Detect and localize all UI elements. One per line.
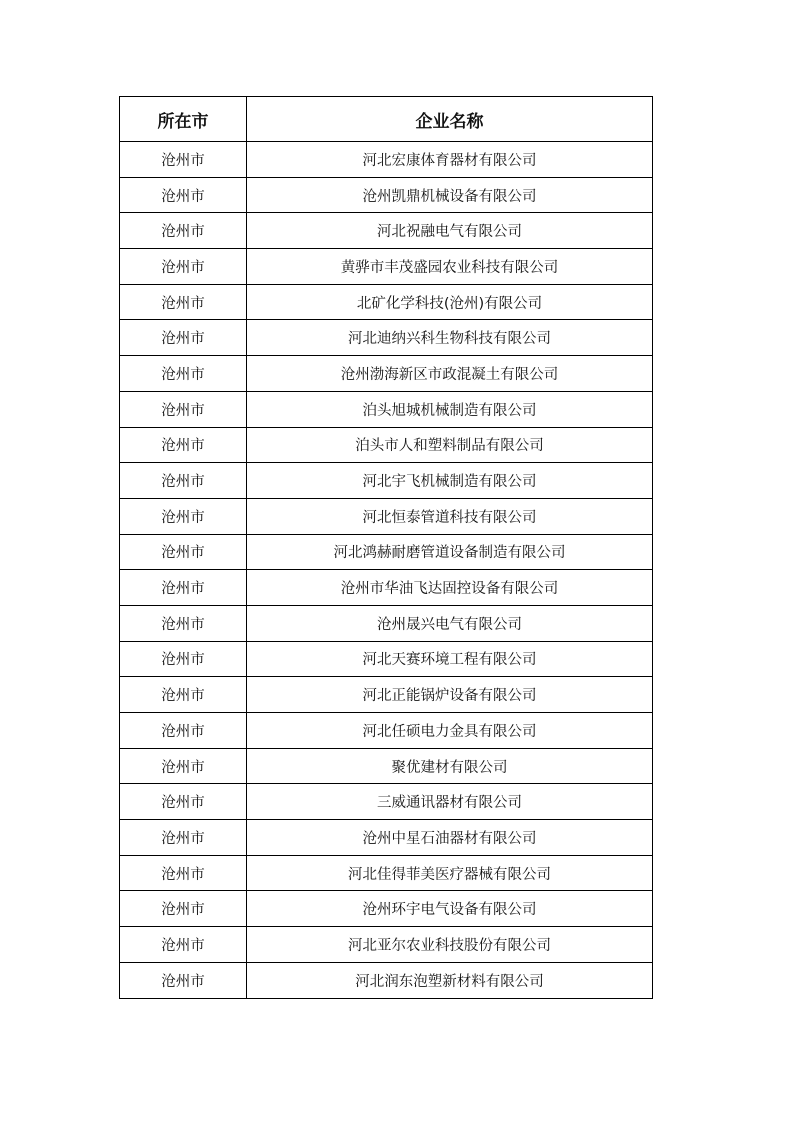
- company-name-cell: 河北祝融电气有限公司: [247, 213, 653, 249]
- company-name-cell: 河北宇飞机械制造有限公司: [247, 463, 653, 499]
- city-cell: 沧州市: [120, 927, 247, 963]
- company-name-cell: 沧州渤海新区市政混凝土有限公司: [247, 356, 653, 392]
- city-cell: 沧州市: [120, 320, 247, 356]
- city-cell: 沧州市: [120, 249, 247, 285]
- city-cell: 沧州市: [120, 177, 247, 213]
- company-name-cell: 沧州中星石油器材有限公司: [247, 820, 653, 856]
- company-name-cell: 河北恒泰管道科技有限公司: [247, 498, 653, 534]
- table-body: [120, 142, 653, 999]
- table-row: [120, 320, 653, 356]
- table-row: [120, 391, 653, 427]
- table-row: [120, 891, 653, 927]
- table-row: [120, 641, 653, 677]
- city-cell: 沧州市: [120, 784, 247, 820]
- company-name-cell: 黄骅市丰茂盛园农业科技有限公司: [247, 249, 653, 285]
- table-row: [120, 927, 653, 963]
- city-cell: 沧州市: [120, 855, 247, 891]
- company-name-cell: 沧州市华油飞达固控设备有限公司: [247, 570, 653, 606]
- table-row: [120, 142, 653, 178]
- company-name-cell: 河北任硕电力金具有限公司: [247, 713, 653, 749]
- table-row: [120, 605, 653, 641]
- company-name-cell: 沧州晟兴电气有限公司: [247, 605, 653, 641]
- city-cell: 沧州市: [120, 284, 247, 320]
- company-name-cell: 河北亚尔农业科技股份有限公司: [247, 927, 653, 963]
- company-name-cell: 聚优建材有限公司: [247, 748, 653, 784]
- table-row: [120, 784, 653, 820]
- table-row: [120, 427, 653, 463]
- company-name-cell: 三威通讯器材有限公司: [247, 784, 653, 820]
- table-row: [120, 570, 653, 606]
- company-name-cell: 河北宏康体育器材有限公司: [247, 142, 653, 178]
- city-cell: 沧州市: [120, 605, 247, 641]
- table-row: [120, 820, 653, 856]
- table-header-row: [120, 97, 653, 142]
- city-cell: 沧州市: [120, 891, 247, 927]
- company-name-cell: 泊头市人和塑料制品有限公司: [247, 427, 653, 463]
- company-name-cell: 北矿化学科技(沧州)有限公司: [247, 284, 653, 320]
- table-row: [120, 213, 653, 249]
- city-cell: 沧州市: [120, 962, 247, 998]
- table-row: [120, 962, 653, 998]
- company-name-cell: 河北正能锅炉设备有限公司: [247, 677, 653, 713]
- city-cell: 沧州市: [120, 356, 247, 392]
- company-name-cell: 河北佳得菲美医疗器械有限公司: [247, 855, 653, 891]
- city-cell: 沧州市: [120, 427, 247, 463]
- company-name-cell: 河北天赛环境工程有限公司: [247, 641, 653, 677]
- company-name-cell: 河北迪纳兴科生物科技有限公司: [247, 320, 653, 356]
- city-cell: 沧州市: [120, 677, 247, 713]
- city-cell: 沧州市: [120, 213, 247, 249]
- column-header-city: 所在市: [120, 97, 247, 142]
- table-row: [120, 748, 653, 784]
- table-row: [120, 713, 653, 749]
- table-row: [120, 855, 653, 891]
- city-cell: 沧州市: [120, 570, 247, 606]
- table-row: [120, 356, 653, 392]
- company-name-cell: 河北润东泡塑新材料有限公司: [247, 962, 653, 998]
- city-cell: 沧州市: [120, 748, 247, 784]
- city-cell: 沧州市: [120, 641, 247, 677]
- table-row: [120, 284, 653, 320]
- city-cell: 沧州市: [120, 142, 247, 178]
- enterprise-table: [119, 96, 653, 999]
- table-row: [120, 677, 653, 713]
- city-cell: 沧州市: [120, 498, 247, 534]
- table-row: [120, 534, 653, 570]
- company-name-cell: 沧州环宇电气设备有限公司: [247, 891, 653, 927]
- company-name-cell: 沧州凯鼎机械设备有限公司: [247, 177, 653, 213]
- company-name-cell: 泊头旭城机械制造有限公司: [247, 391, 653, 427]
- table-row: [120, 249, 653, 285]
- company-name-cell: 河北鸿赫耐磨管道设备制造有限公司: [247, 534, 653, 570]
- enterprise-table-container: [119, 96, 652, 999]
- table-row: [120, 177, 653, 213]
- city-cell: 沧州市: [120, 463, 247, 499]
- city-cell: 沧州市: [120, 534, 247, 570]
- city-cell: 沧州市: [120, 713, 247, 749]
- column-header-company-name: 企业名称: [247, 97, 653, 142]
- table-row: [120, 463, 653, 499]
- city-cell: 沧州市: [120, 820, 247, 856]
- city-cell: 沧州市: [120, 391, 247, 427]
- table-row: [120, 498, 653, 534]
